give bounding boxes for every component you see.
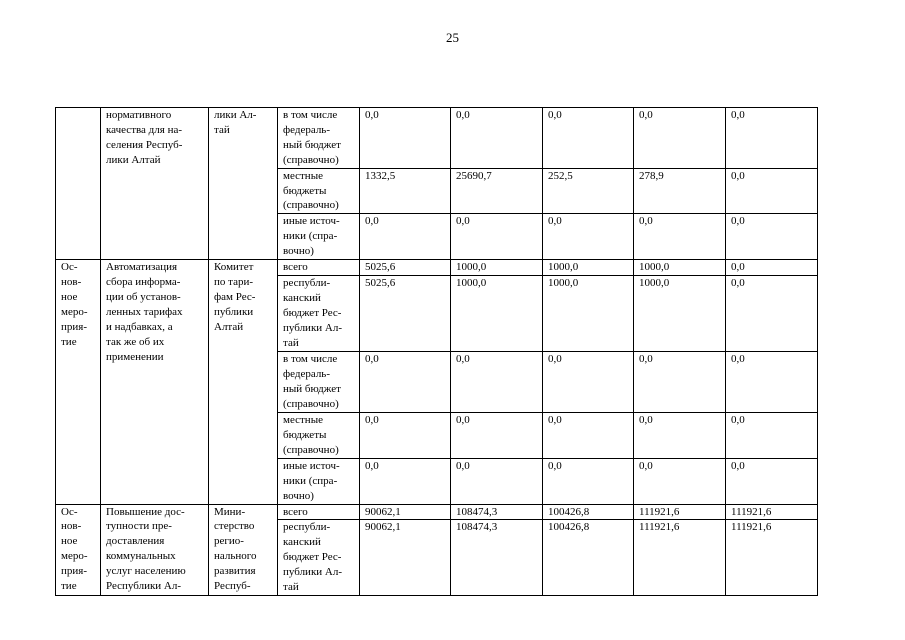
value-cell: 0,0	[451, 351, 543, 412]
value-cell: 111921,6	[634, 520, 726, 596]
value-cell: 0,0	[543, 351, 634, 412]
executor-cell: лики Ал- тай	[209, 108, 278, 260]
value-cell: 1000,0	[634, 276, 726, 352]
executor-cell: Мини- стерство регио- нального развития Респуб-	[209, 504, 278, 595]
value-cell: 0,0	[543, 412, 634, 458]
value-cell: 1000,0	[451, 260, 543, 276]
value-cell: 0,0	[726, 260, 818, 276]
value-cell: 100426,8	[543, 520, 634, 596]
value-cell: 0,0	[634, 412, 726, 458]
funding-source-cell: республи- канский бюджет Рес- публики Ал- тай	[278, 276, 360, 352]
funding-source-cell: местные бюджеты (справочно)	[278, 168, 360, 214]
table-row	[56, 108, 818, 169]
funding-source-cell: иные источ- ники (спра- вочно)	[278, 214, 360, 260]
value-cell: 111921,6	[634, 504, 726, 520]
event-type-cell	[56, 108, 101, 260]
value-cell: 0,0	[726, 108, 818, 169]
funding-source-cell: в том числе федераль- ный бюджет (справочно)	[278, 108, 360, 169]
value-cell: 1000,0	[543, 276, 634, 352]
value-cell: 0,0	[634, 351, 726, 412]
page-number: 25	[446, 30, 459, 45]
table-row	[56, 504, 818, 520]
event-name-cell: Автоматизация сбора информа- ции об установ- ленных тарифах и надбавках, а так же об их применении	[101, 260, 209, 504]
value-cell: 0,0	[451, 458, 543, 504]
event-name-cell: нормативного качества для на- селения Респуб- лики Алтай	[101, 108, 209, 260]
value-cell: 0,0	[726, 412, 818, 458]
value-cell: 100426,8	[543, 504, 634, 520]
value-cell: 0,0	[726, 168, 818, 214]
value-cell: 0,0	[543, 214, 634, 260]
value-cell: 0,0	[360, 351, 451, 412]
value-cell: 0,0	[634, 214, 726, 260]
value-cell: 90062,1	[360, 520, 451, 596]
event-type-cell: Ос- нов- ное меро- прия- тие	[56, 504, 101, 595]
value-cell: 1000,0	[634, 260, 726, 276]
funding-source-cell: местные бюджеты (справочно)	[278, 412, 360, 458]
value-cell: 0,0	[543, 108, 634, 169]
funding-source-cell: в том числе федераль- ный бюджет (справочно)	[278, 351, 360, 412]
value-cell: 5025,6	[360, 276, 451, 352]
value-cell: 108474,3	[451, 504, 543, 520]
value-cell: 0,0	[543, 458, 634, 504]
value-cell: 0,0	[360, 108, 451, 169]
value-cell: 0,0	[451, 214, 543, 260]
executor-cell: Комитет по тари- фам Рес- публики Алтай	[209, 260, 278, 504]
value-cell: 278,9	[634, 168, 726, 214]
value-cell: 0,0	[360, 412, 451, 458]
value-cell: 108474,3	[451, 520, 543, 596]
value-cell: 0,0	[360, 458, 451, 504]
funding-source-cell: республи- канский бюджет Рес- публики Ал- тай	[278, 520, 360, 596]
table-row	[56, 260, 818, 276]
value-cell: 0,0	[726, 276, 818, 352]
value-cell: 0,0	[726, 214, 818, 260]
funding-source-cell: иные источ- ники (спра- вочно)	[278, 458, 360, 504]
value-cell: 0,0	[726, 458, 818, 504]
value-cell: 0,0	[360, 214, 451, 260]
value-cell: 25690,7	[451, 168, 543, 214]
value-cell: 1000,0	[451, 276, 543, 352]
value-cell: 90062,1	[360, 504, 451, 520]
value-cell: 0,0	[634, 458, 726, 504]
funding-source-cell: всего	[278, 260, 360, 276]
budget-table	[55, 107, 818, 596]
event-name-cell: Повышение дос- тупности пре- доставления коммунальных услуг населению Республики Ал-	[101, 504, 209, 595]
value-cell: 1000,0	[543, 260, 634, 276]
value-cell: 0,0	[451, 412, 543, 458]
funding-source-cell: всего	[278, 504, 360, 520]
value-cell: 252,5	[543, 168, 634, 214]
value-cell: 111921,6	[726, 520, 818, 596]
value-cell: 111921,6	[726, 504, 818, 520]
event-type-cell: Ос- нов- ное меро- прия- тие	[56, 260, 101, 504]
value-cell: 5025,6	[360, 260, 451, 276]
value-cell: 0,0	[726, 351, 818, 412]
value-cell: 0,0	[634, 108, 726, 169]
value-cell: 1332,5	[360, 168, 451, 214]
value-cell: 0,0	[451, 108, 543, 169]
